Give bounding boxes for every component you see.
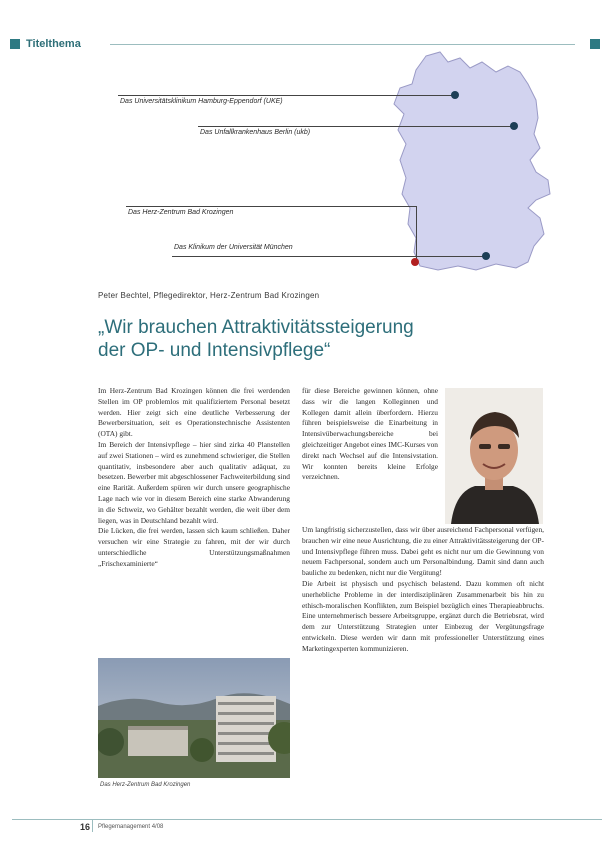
map-leader-line [126,206,416,207]
footer-separator [92,820,93,832]
article-column-2-lower [302,525,544,655]
paragraph: für diese Bereiche gewinnen können, ohne dass wir die langen Kolleginnen und Kollegen damit allein überfordern. Hierzu führen beispielsweise die Einarbeitung in Intensivüberwachungsbereiche bei gleichzeitiger Angebot eines IMC-Kurses von direkt nach Wechsel auf die Intensivstation. Wir konnten bereits kleine Erfolge verzeichnen. [302,386,438,482]
map-label-berlin: Das Unfallkrankenhaus Berlin (ukb) [200,129,311,136]
map-label-muenchen: Das Klinikum der Universität München [174,244,293,251]
building-caption: Das Herz-Zentrum Bad Krozingen [100,782,191,788]
paragraph: Die Lücken, die frei werden, lassen sich kaum schließen. Daher versuchen wir eine Strategie zu fahren, mit der wir durch unterschiedliche Unterstützungsmaßnahmen „Frischexaminierte“ [98,526,290,568]
section-rule [110,44,575,45]
article-byline: Peter Bechtel, Pflegedirektor, Herz-Zentrum Bad Krozingen [98,291,320,300]
page-number: 16 [80,822,91,832]
map-leader-line [172,256,488,257]
section-marker-right [590,39,600,49]
section-label: Titelthema [26,38,81,50]
paragraph: Um langfristig sicherzustellen, dass wir über ausreichend Fachpersonal verfügen, brauchen wir eine neue Ausrichtung, die zu einer Attraktivitätssteigerung der OP- und Intensivpflege führen muss. Dabei geht es nicht nur um die Gewinnung von neuem Fachpersonal, sondern auch um Personalbindung. Damit sind dann auch bauliche zu bedenken, nicht nur die Vergütung! [302,525,544,578]
paragraph: Im Herz-Zentrum Bad Krozingen können die frei werdenden Stellen im OP problemlos mit qualifiziertem Personal besetzt werden. Hier zeigt sich eine deutliche Verbesserung der Bewerbersituation, seit es Operationstechnische Assistenten (OTA) gibt. [98,386,290,439]
portrait-photo [445,388,543,524]
article-headline [98,316,518,362]
building-photo [98,658,290,778]
map-leader-line [198,126,516,127]
map-location-dot [451,91,459,99]
map-label-krozingen: Das Herz-Zentrum Bad Krozingen [128,209,234,216]
paragraph: Die Arbeit ist physisch und psychisch belastend. Dazu kommen oft nicht unerhebliche Probleme in der interdisziplinären Zusammenarbeit bis hin zu ethisch-moralischen Konflikten, zum Beispiel bezüglich eines Therapieabbruchs. Eine unternehmerisch bessere Arbeitsgruppe, ergänzt durch die Betriebsrat, wird dem zur Unterstützung Strategien unter Einbezug der Vergütungsfrage entwickeln. Diese werden wir dann mit professioneller Unterstützung eines Marketingexperten kommunizieren. [302,578,544,653]
footer-rule [12,819,602,820]
footer-publication: Pflegemanagement 4/08 [98,824,164,830]
germany-outline [394,52,550,270]
map-location-dot-krozingen [411,258,419,266]
headline-line-1: „Wir brauchen Attraktivitätssteigerung [98,317,414,338]
headline-line-2: der OP- und Intensivpflege“ [98,340,331,361]
map-leader-line [118,95,456,96]
map-leader-line [416,206,417,262]
article-column-2-upper [302,386,438,483]
section-marker [10,39,20,49]
map-location-dot [510,122,518,130]
article-column-1 [98,386,290,570]
germany-map [378,48,578,288]
paragraph: Im Bereich der Intensivpflege – hier sind zirka 40 Planstellen auf zwei Stationen – wird es zunehmend schwieriger, die Stellen quantitativ, insbesondere aber auch qualitativ adäquat, zu besetzen. Bewerber mit abgeschlossener Fachweiterbildung sind eine Rarität. Außerdem spüren wir durch unsere geographische Lage nach wie vor in diesem Bereich eine starke Abwanderung in die Schweiz, wo Gehälter bezahlt werden, die weit über dem liegen, was in Deutschland bezahlt wird. [98,439,290,525]
map-location-dot [482,252,490,260]
map-label-hamburg: Das Universitätsklinikum Hamburg-Eppendorf (UKE) [120,98,283,105]
